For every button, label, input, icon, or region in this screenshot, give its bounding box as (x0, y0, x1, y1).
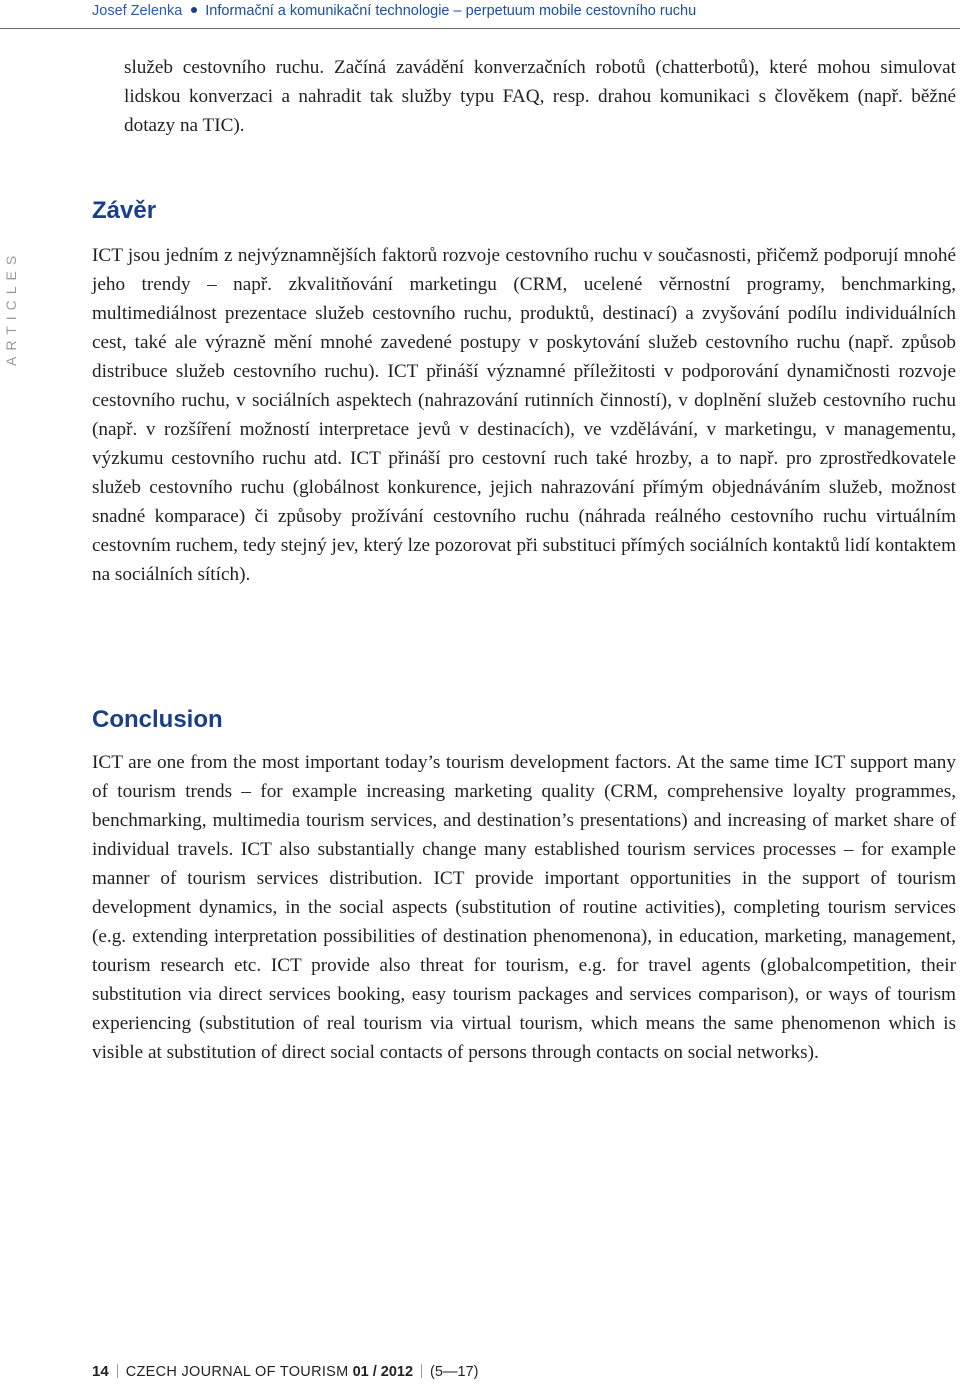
zaver-heading: Závěr (92, 197, 157, 224)
conclusion-paragraph: ICT are one from the most important today’s tourism development factors. At the same time ICT support many of tourism trends – for example increasing marketing quality (CRM, comprehensive loyalty programmes, benchmarking, multimedia tourism services, and destination’s presentations) and increasing of market share of individual travels. ICT also substantially change many established tourism services processes – for example manner of tourism services distribution. ICT provide important opportunities in the support of tourism development dynamics, in the social aspects (substitution of routine activities), completing tourism services (e.g. extending interpretation possibilities of destination phenomenona), in education, marketing, management, tourism research etc. ICT provide also threat for tourism, e.g. for travel agents (globalcompetition, their substitution via direct services booking, easy tourism packages and services comparison), or ways of tourism experiencing (substitution of real tourism via virtual tourism, which means the same phenomenon which is visible at substitution of direct social contacts of persons through contacts on social networks). (92, 752, 956, 1063)
header-article-title: Informační a komunikační technologie – perpetuum mobile cestovního ruchu (205, 3, 697, 19)
footer-divider (117, 1364, 118, 1378)
footer-page-range: (5—17) (430, 1364, 479, 1380)
footer-journal-name: CZECH JOURNAL OF TOURISM (125, 1364, 349, 1380)
page-number: 14 (92, 1363, 109, 1380)
footer-issue: 01 / 2012 (352, 1364, 414, 1380)
conclusion-heading: Conclusion (92, 706, 223, 733)
section-side-label: ARTICLES (3, 250, 19, 367)
footer-divider (421, 1364, 422, 1378)
top-paragraph: služeb cestovního ruchu. Začíná zavádění konverzačních robotů (chatterbotů), které mohou simulovat lidskou konverzaci a nahradit tak služby typu FAQ, resp. drahou komunikaci s člověkem (např. běžné dotazy na TIC). (124, 57, 956, 136)
zaver-paragraph: ICT jsou jedním z nejvýznamnějších faktorů rozvoje cestovního ruchu v současnosti, přičemž podporují mnohé jeho trendy – např. zkvalitňování marketingu (CRM, ucelené věrnostní programy, benchmarking, multimediálnost prezentace služeb cestovního ruchu, produktů, destinací) a zvyšování podílu individuálních cest, také ale výrazně mění mnohé zavedené postupy v poskytování služeb cestovního ruchu (např. způsob distribuce služeb cestovního ruchu). ICT přináší významné příležitosti v podporování dynamičnosti rozvoje cestovního ruchu, v sociálních aspektech (nahrazování rutinních činností), v doplnění služeb cestovního ruchu (např. v rozšíření možností interpretace jevů v destinacích), ve vzdělávání, v marketingu, v managementu, výzkumu cestovního ruchu atd. ICT přináší pro cestovní ruch také hrozby, a to např. pro zprostředkovatele služeb cestovního ruchu (globálnost konkurence, jejich nahrazování přímým objednáváním služeb, možnost snadné komparace) či způsoby prožívání cestovního ruchu (náhrada reálného cestovního ruchu virtuálním cestovním ruchem, tedy stejný jev, který lze pozorovat při substituci přímých sociálních kontaktů lidí kontaktem na sociálních sítích). (92, 245, 956, 585)
running-header (0, 0, 960, 29)
page-footer (92, 1362, 478, 1382)
header-bullet-icon (191, 7, 197, 13)
header-author: Josef Zelenka (92, 3, 183, 19)
